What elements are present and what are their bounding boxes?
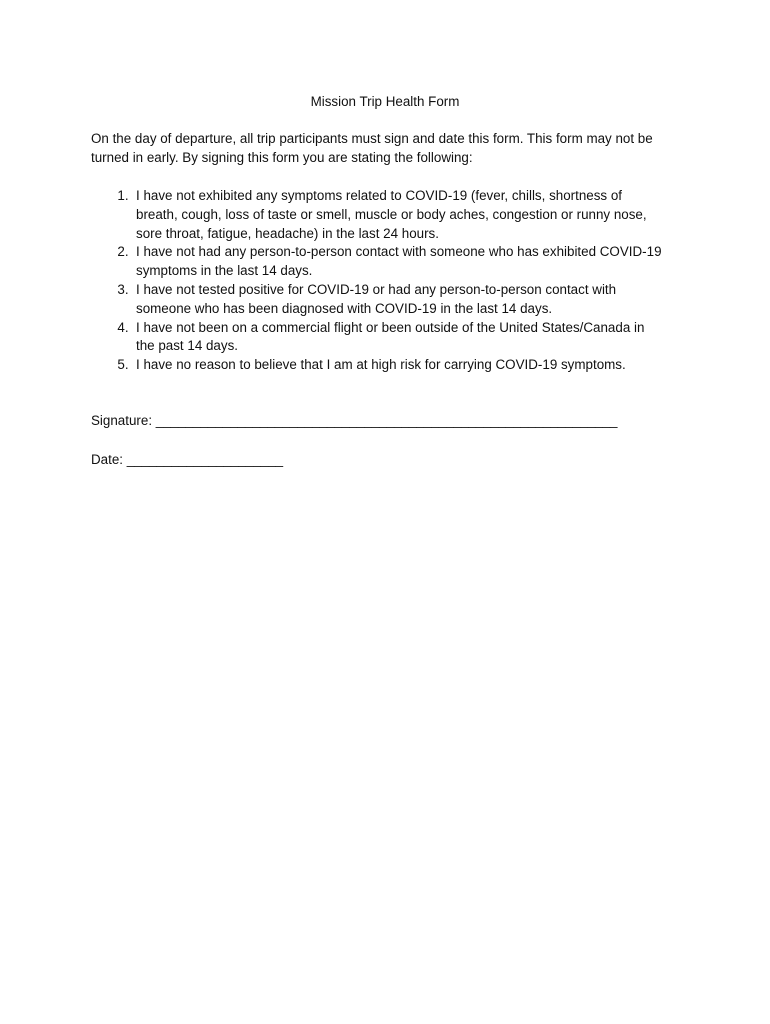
item-line: I have no reason to believe that I am at high risk for carrying COVID-19 symptoms. (136, 357, 626, 373)
item-line: symptoms in the last 14 days. (136, 263, 313, 279)
item-text (136, 319, 701, 357)
date-field[interactable]: Date: _____________________ (91, 452, 284, 467)
intro-line: turned in early. By signing this form you are stating the following: (91, 150, 473, 165)
intro-line: On the day of departure, all trip participants must sign and date this form. This form may not be (91, 131, 653, 146)
form-title: Mission Trip Health Form (310, 94, 460, 109)
item-number: 5. (117, 357, 129, 373)
list-item (91, 319, 701, 357)
item-number: 3. (117, 281, 129, 297)
list-item (91, 356, 701, 375)
statement-list (91, 187, 701, 375)
list-item (91, 187, 701, 243)
item-text (136, 187, 701, 243)
item-text (136, 243, 701, 281)
item-line: I have not tested positive for COVID-19 or had any person-to-person contact with (136, 281, 617, 297)
item-number: 2. (117, 244, 129, 260)
item-line: the past 14 days. (136, 338, 238, 354)
list-item (91, 281, 701, 319)
item-line: breath, cough, loss of taste or smell, muscle or body aches, congestion or runny nose, (136, 206, 647, 222)
item-line: sore throat, fatigue, headache) in the last 24 hours. (136, 225, 439, 241)
signature-field[interactable]: Signature: ______________________________________________________________ (91, 413, 618, 428)
intro-paragraph (91, 129, 691, 167)
item-text (136, 281, 701, 319)
item-line: someone who has been diagnosed with COVID-19 in the last 14 days. (136, 300, 553, 316)
item-line: I have not exhibited any symptoms related to COVID-19 (fever, chills, shortness of (136, 188, 623, 203)
item-number: 1. (117, 188, 129, 203)
item-line: I have not been on a commercial flight or been outside of the United States/Canada in (136, 319, 645, 335)
item-text (136, 356, 701, 375)
item-number: 4. (117, 319, 129, 335)
list-item (91, 243, 701, 281)
item-line: I have not had any person-to-person contact with someone who has exhibited COVID-19 (136, 244, 662, 260)
